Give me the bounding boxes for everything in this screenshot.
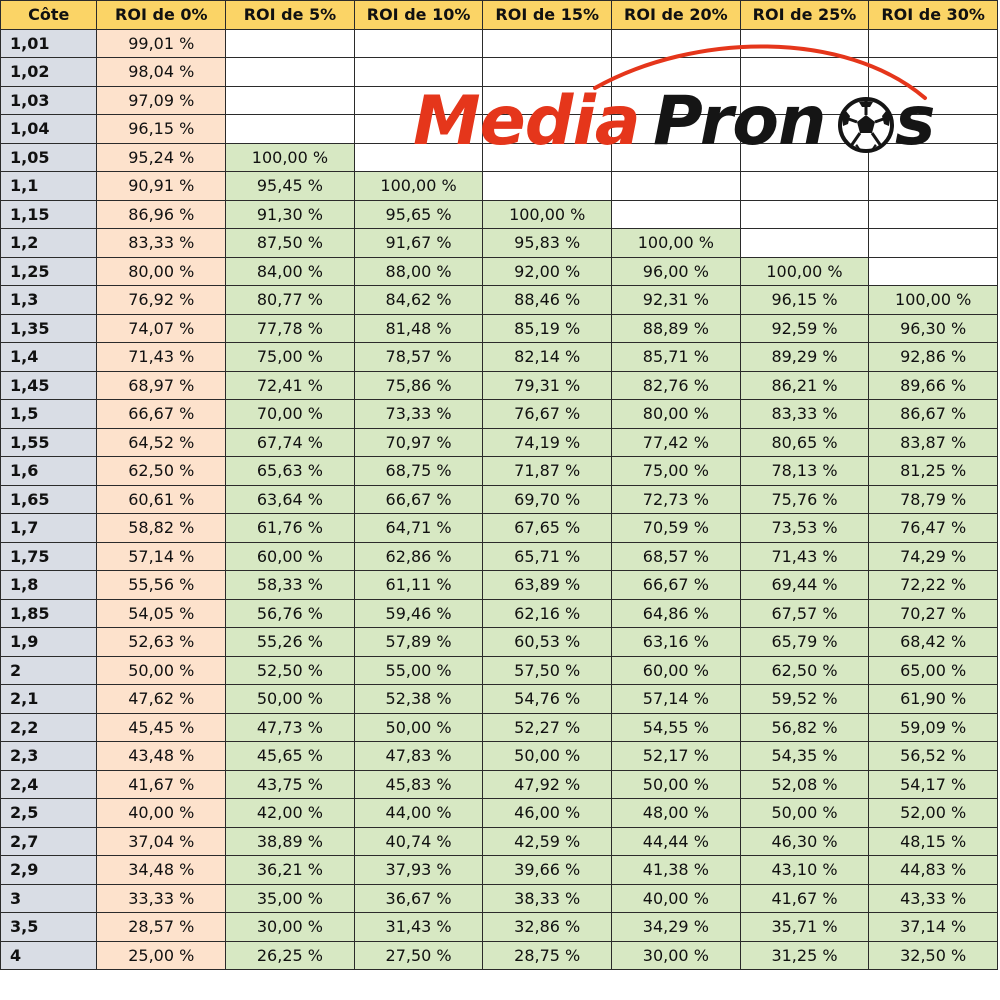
cell-roi-5: 61,76 % (226, 514, 355, 543)
cell-roi-30: 37,14 % (869, 913, 998, 942)
cell-roi-25: 46,30 % (740, 827, 869, 856)
cell-roi-20: 68,57 % (612, 542, 741, 571)
cell-roi-10: 59,46 % (354, 599, 483, 628)
cell-roi-25: 71,43 % (740, 542, 869, 571)
cell-roi-15: 39,66 % (483, 856, 612, 885)
table-row (1, 172, 998, 201)
cell-roi-15: 69,70 % (483, 485, 612, 514)
header-roi-5: ROI de 5% (226, 1, 355, 30)
cote-cell: 1,03 (1, 86, 97, 115)
table-row (1, 713, 998, 742)
cell-roi-0: 97,09 % (97, 86, 226, 115)
cell-roi-5: 70,00 % (226, 400, 355, 429)
cell-roi-20: 75,00 % (612, 457, 741, 486)
empty-cell (226, 115, 355, 144)
cell-roi-20: 70,59 % (612, 514, 741, 543)
cote-cell: 1,4 (1, 343, 97, 372)
header-roi-25: ROI de 25% (740, 1, 869, 30)
cell-roi-5: 65,63 % (226, 457, 355, 486)
cell-roi-15: 85,19 % (483, 314, 612, 343)
cell-roi-15: 47,92 % (483, 770, 612, 799)
cell-roi-20: 82,76 % (612, 371, 741, 400)
cell-roi-10: 52,38 % (354, 685, 483, 714)
cell-roi-0: 25,00 % (97, 941, 226, 970)
cell-roi-0: 76,92 % (97, 286, 226, 315)
cell-roi-15: 57,50 % (483, 656, 612, 685)
cell-roi-5: 58,33 % (226, 571, 355, 600)
cell-roi-5: 50,00 % (226, 685, 355, 714)
cell-roi-10: 55,00 % (354, 656, 483, 685)
cell-roi-10: 70,97 % (354, 428, 483, 457)
cell-roi-25: 83,33 % (740, 400, 869, 429)
table-row (1, 457, 998, 486)
cell-roi-10: 75,86 % (354, 371, 483, 400)
cote-cell: 1,02 (1, 58, 97, 87)
table-row (1, 485, 998, 514)
cell-roi-20: 64,86 % (612, 599, 741, 628)
cell-roi-5: 60,00 % (226, 542, 355, 571)
cell-roi-10: 66,67 % (354, 485, 483, 514)
cell-roi-0: 50,00 % (97, 656, 226, 685)
cote-cell: 2,4 (1, 770, 97, 799)
cell-roi-0: 55,56 % (97, 571, 226, 600)
cell-roi-30: 52,00 % (869, 799, 998, 828)
cell-roi-0: 60,61 % (97, 485, 226, 514)
cell-roi-5: 72,41 % (226, 371, 355, 400)
cell-roi-10: 40,74 % (354, 827, 483, 856)
empty-cell (226, 58, 355, 87)
cell-roi-0: 37,04 % (97, 827, 226, 856)
cell-roi-25: 35,71 % (740, 913, 869, 942)
empty-cell (740, 172, 869, 201)
cell-roi-30: 61,90 % (869, 685, 998, 714)
empty-cell (740, 200, 869, 229)
header-roi-30: ROI de 30% (869, 1, 998, 30)
empty-cell (483, 172, 612, 201)
cell-roi-15: 46,00 % (483, 799, 612, 828)
table-row (1, 571, 998, 600)
cell-roi-0: 62,50 % (97, 457, 226, 486)
table-row (1, 941, 998, 970)
cote-cell: 1,6 (1, 457, 97, 486)
table-row (1, 770, 998, 799)
cote-cell: 1,05 (1, 143, 97, 172)
table-row (1, 229, 998, 258)
table-row (1, 428, 998, 457)
cell-roi-30: 100,00 % (869, 286, 998, 315)
cell-roi-30: 43,33 % (869, 884, 998, 913)
cell-roi-0: 54,05 % (97, 599, 226, 628)
cell-roi-0: 34,48 % (97, 856, 226, 885)
header-roi-20: ROI de 20% (612, 1, 741, 30)
cell-roi-30: 44,83 % (869, 856, 998, 885)
cote-cell: 1,15 (1, 200, 97, 229)
cell-roi-25: 73,53 % (740, 514, 869, 543)
cell-roi-0: 52,63 % (97, 628, 226, 657)
cell-roi-0: 98,04 % (97, 58, 226, 87)
cell-roi-25: 52,08 % (740, 770, 869, 799)
table-row (1, 827, 998, 856)
table-row (1, 599, 998, 628)
cell-roi-15: 74,19 % (483, 428, 612, 457)
table-row (1, 884, 998, 913)
empty-cell (869, 257, 998, 286)
table-row (1, 200, 998, 229)
cote-cell: 2,7 (1, 827, 97, 856)
cell-roi-10: 73,33 % (354, 400, 483, 429)
cote-cell: 1,9 (1, 628, 97, 657)
empty-cell (869, 229, 998, 258)
cote-cell: 1,55 (1, 428, 97, 457)
cell-roi-20: 41,38 % (612, 856, 741, 885)
soccer-ball-icon (837, 96, 895, 154)
cote-cell: 1,45 (1, 371, 97, 400)
cell-roi-10: 91,67 % (354, 229, 483, 258)
cell-roi-20: 85,71 % (612, 343, 741, 372)
cell-roi-15: 67,65 % (483, 514, 612, 543)
cell-roi-25: 100,00 % (740, 257, 869, 286)
cote-cell: 1,5 (1, 400, 97, 429)
cell-roi-10: 62,86 % (354, 542, 483, 571)
cell-roi-15: 95,83 % (483, 229, 612, 258)
cell-roi-5: 52,50 % (226, 656, 355, 685)
cell-roi-25: 41,67 % (740, 884, 869, 913)
cell-roi-15: 65,71 % (483, 542, 612, 571)
cote-cell: 2,1 (1, 685, 97, 714)
cell-roi-15: 71,87 % (483, 457, 612, 486)
cell-roi-30: 81,25 % (869, 457, 998, 486)
cell-roi-10: 88,00 % (354, 257, 483, 286)
cell-roi-10: 100,00 % (354, 172, 483, 201)
cell-roi-15: 60,53 % (483, 628, 612, 657)
cell-roi-30: 96,30 % (869, 314, 998, 343)
cote-cell: 2,2 (1, 713, 97, 742)
cell-roi-30: 74,29 % (869, 542, 998, 571)
cote-cell: 1,2 (1, 229, 97, 258)
cell-roi-30: 86,67 % (869, 400, 998, 429)
cote-cell: 1,85 (1, 599, 97, 628)
cell-roi-20: 80,00 % (612, 400, 741, 429)
logo-text-media: Media (413, 82, 640, 161)
cell-roi-0: 28,57 % (97, 913, 226, 942)
cell-roi-20: 30,00 % (612, 941, 741, 970)
cell-roi-5: 91,30 % (226, 200, 355, 229)
header-roi-0: ROI de 0% (97, 1, 226, 30)
table-row (1, 913, 998, 942)
cell-roi-20: 72,73 % (612, 485, 741, 514)
cell-roi-20: 44,44 % (612, 827, 741, 856)
cell-roi-25: 69,44 % (740, 571, 869, 600)
cell-roi-20: 48,00 % (612, 799, 741, 828)
cell-roi-20: 54,55 % (612, 713, 741, 742)
cell-roi-25: 75,76 % (740, 485, 869, 514)
table-row (1, 257, 998, 286)
cell-roi-30: 78,79 % (869, 485, 998, 514)
cote-cell: 1,65 (1, 485, 97, 514)
cell-roi-20: 96,00 % (612, 257, 741, 286)
cell-roi-10: 47,83 % (354, 742, 483, 771)
cell-roi-0: 45,45 % (97, 713, 226, 742)
cell-roi-5: 100,00 % (226, 143, 355, 172)
cell-roi-10: 44,00 % (354, 799, 483, 828)
cote-cell: 2 (1, 656, 97, 685)
cell-roi-15: 100,00 % (483, 200, 612, 229)
cell-roi-15: 79,31 % (483, 371, 612, 400)
table-row (1, 286, 998, 315)
cell-roi-0: 86,96 % (97, 200, 226, 229)
cell-roi-15: 62,16 % (483, 599, 612, 628)
cell-roi-0: 43,48 % (97, 742, 226, 771)
table-row (1, 371, 998, 400)
cell-roi-25: 65,79 % (740, 628, 869, 657)
cell-roi-5: 56,76 % (226, 599, 355, 628)
cell-roi-30: 32,50 % (869, 941, 998, 970)
cell-roi-15: 76,67 % (483, 400, 612, 429)
cell-roi-30: 59,09 % (869, 713, 998, 742)
empty-cell (869, 172, 998, 201)
cell-roi-0: 57,14 % (97, 542, 226, 571)
cell-roi-20: 100,00 % (612, 229, 741, 258)
cell-roi-20: 60,00 % (612, 656, 741, 685)
cell-roi-30: 76,47 % (869, 514, 998, 543)
cell-roi-5: 80,77 % (226, 286, 355, 315)
cell-roi-5: 77,78 % (226, 314, 355, 343)
table-row (1, 799, 998, 828)
cell-roi-20: 88,89 % (612, 314, 741, 343)
cell-roi-0: 47,62 % (97, 685, 226, 714)
cell-roi-0: 90,91 % (97, 172, 226, 201)
cote-cell: 1,01 (1, 29, 97, 58)
table-row (1, 343, 998, 372)
cell-roi-0: 99,01 % (97, 29, 226, 58)
cell-roi-15: 92,00 % (483, 257, 612, 286)
cell-roi-10: 50,00 % (354, 713, 483, 742)
cell-roi-0: 41,67 % (97, 770, 226, 799)
table-row (1, 400, 998, 429)
cell-roi-20: 77,42 % (612, 428, 741, 457)
cell-roi-10: 68,75 % (354, 457, 483, 486)
cell-roi-10: 84,62 % (354, 286, 483, 315)
table-body (1, 29, 998, 970)
cell-roi-0: 74,07 % (97, 314, 226, 343)
cell-roi-10: 31,43 % (354, 913, 483, 942)
cote-cell: 2,9 (1, 856, 97, 885)
cell-roi-5: 87,50 % (226, 229, 355, 258)
cell-roi-30: 48,15 % (869, 827, 998, 856)
cell-roi-10: 95,65 % (354, 200, 483, 229)
logo-text-s: s (895, 82, 935, 161)
cell-roi-25: 43,10 % (740, 856, 869, 885)
logo-text-pron: Pron (653, 82, 826, 161)
cell-roi-5: 47,73 % (226, 713, 355, 742)
cote-cell: 1,8 (1, 571, 97, 600)
cote-cell: 1,7 (1, 514, 97, 543)
cell-roi-15: 28,75 % (483, 941, 612, 970)
cell-roi-30: 72,22 % (869, 571, 998, 600)
cell-roi-5: 43,75 % (226, 770, 355, 799)
cell-roi-5: 30,00 % (226, 913, 355, 942)
cell-roi-25: 78,13 % (740, 457, 869, 486)
cote-cell: 1,04 (1, 115, 97, 144)
cell-roi-30: 92,86 % (869, 343, 998, 372)
cell-roi-25: 86,21 % (740, 371, 869, 400)
header-roi-10: ROI de 10% (354, 1, 483, 30)
header-row (1, 1, 998, 30)
cote-cell: 1,1 (1, 172, 97, 201)
empty-cell (740, 229, 869, 258)
table-row (1, 514, 998, 543)
cell-roi-5: 35,00 % (226, 884, 355, 913)
cell-roi-15: 32,86 % (483, 913, 612, 942)
cell-roi-5: 63,64 % (226, 485, 355, 514)
cell-roi-15: 42,59 % (483, 827, 612, 856)
cell-roi-10: 78,57 % (354, 343, 483, 372)
cell-roi-10: 27,50 % (354, 941, 483, 970)
cell-roi-15: 63,89 % (483, 571, 612, 600)
cell-roi-10: 57,89 % (354, 628, 483, 657)
cell-roi-25: 31,25 % (740, 941, 869, 970)
cell-roi-5: 67,74 % (226, 428, 355, 457)
cote-cell: 4 (1, 941, 97, 970)
cell-roi-5: 36,21 % (226, 856, 355, 885)
cell-roi-5: 42,00 % (226, 799, 355, 828)
cell-roi-10: 81,48 % (354, 314, 483, 343)
table-row (1, 856, 998, 885)
cell-roi-0: 95,24 % (97, 143, 226, 172)
cell-roi-0: 80,00 % (97, 257, 226, 286)
cell-roi-0: 64,52 % (97, 428, 226, 457)
cell-roi-20: 92,31 % (612, 286, 741, 315)
cell-roi-20: 66,67 % (612, 571, 741, 600)
cell-roi-25: 89,29 % (740, 343, 869, 372)
cell-roi-0: 71,43 % (97, 343, 226, 372)
cote-cell: 1,25 (1, 257, 97, 286)
cell-roi-30: 56,52 % (869, 742, 998, 771)
cote-cell: 1,3 (1, 286, 97, 315)
cell-roi-0: 96,15 % (97, 115, 226, 144)
cell-roi-15: 52,27 % (483, 713, 612, 742)
cell-roi-0: 83,33 % (97, 229, 226, 258)
cell-roi-5: 26,25 % (226, 941, 355, 970)
cell-roi-15: 82,14 % (483, 343, 612, 372)
cell-roi-10: 64,71 % (354, 514, 483, 543)
cell-roi-20: 34,29 % (612, 913, 741, 942)
cell-roi-5: 55,26 % (226, 628, 355, 657)
cell-roi-5: 84,00 % (226, 257, 355, 286)
cell-roi-0: 58,82 % (97, 514, 226, 543)
cell-roi-5: 95,45 % (226, 172, 355, 201)
cell-roi-30: 65,00 % (869, 656, 998, 685)
empty-cell (226, 86, 355, 115)
cell-roi-25: 80,65 % (740, 428, 869, 457)
empty-cell (226, 29, 355, 58)
cell-roi-25: 67,57 % (740, 599, 869, 628)
cell-roi-15: 54,76 % (483, 685, 612, 714)
table-row (1, 656, 998, 685)
cell-roi-5: 75,00 % (226, 343, 355, 372)
cote-cell: 2,5 (1, 799, 97, 828)
cote-cell: 2,3 (1, 742, 97, 771)
cell-roi-0: 40,00 % (97, 799, 226, 828)
cote-cell: 3,5 (1, 913, 97, 942)
cell-roi-15: 88,46 % (483, 286, 612, 315)
cell-roi-20: 52,17 % (612, 742, 741, 771)
cell-roi-10: 61,11 % (354, 571, 483, 600)
cell-roi-0: 66,67 % (97, 400, 226, 429)
cell-roi-15: 38,33 % (483, 884, 612, 913)
cell-roi-25: 54,35 % (740, 742, 869, 771)
cell-roi-25: 62,50 % (740, 656, 869, 685)
cell-roi-20: 40,00 % (612, 884, 741, 913)
cote-cell: 3 (1, 884, 97, 913)
cell-roi-5: 38,89 % (226, 827, 355, 856)
cell-roi-20: 57,14 % (612, 685, 741, 714)
table-row (1, 542, 998, 571)
cell-roi-30: 83,87 % (869, 428, 998, 457)
table-row (1, 628, 998, 657)
cell-roi-10: 36,67 % (354, 884, 483, 913)
cell-roi-0: 68,97 % (97, 371, 226, 400)
cell-roi-25: 92,59 % (740, 314, 869, 343)
cell-roi-10: 37,93 % (354, 856, 483, 885)
cell-roi-5: 45,65 % (226, 742, 355, 771)
cell-roi-30: 54,17 % (869, 770, 998, 799)
cell-roi-30: 68,42 % (869, 628, 998, 657)
cell-roi-30: 89,66 % (869, 371, 998, 400)
cell-roi-30: 70,27 % (869, 599, 998, 628)
cell-roi-20: 50,00 % (612, 770, 741, 799)
empty-cell (869, 200, 998, 229)
table-row (1, 742, 998, 771)
cell-roi-25: 96,15 % (740, 286, 869, 315)
table-row (1, 685, 998, 714)
cell-roi-25: 59,52 % (740, 685, 869, 714)
cell-roi-0: 33,33 % (97, 884, 226, 913)
cell-roi-25: 56,82 % (740, 713, 869, 742)
cell-roi-10: 45,83 % (354, 770, 483, 799)
header-cote: Côte (1, 1, 97, 30)
table-row (1, 314, 998, 343)
cote-cell: 1,35 (1, 314, 97, 343)
empty-cell (612, 172, 741, 201)
cell-roi-25: 50,00 % (740, 799, 869, 828)
cote-cell: 1,75 (1, 542, 97, 571)
mediapronos-logo (405, 40, 965, 170)
header-roi-15: ROI de 15% (483, 1, 612, 30)
cell-roi-15: 50,00 % (483, 742, 612, 771)
cell-roi-20: 63,16 % (612, 628, 741, 657)
empty-cell (612, 200, 741, 229)
